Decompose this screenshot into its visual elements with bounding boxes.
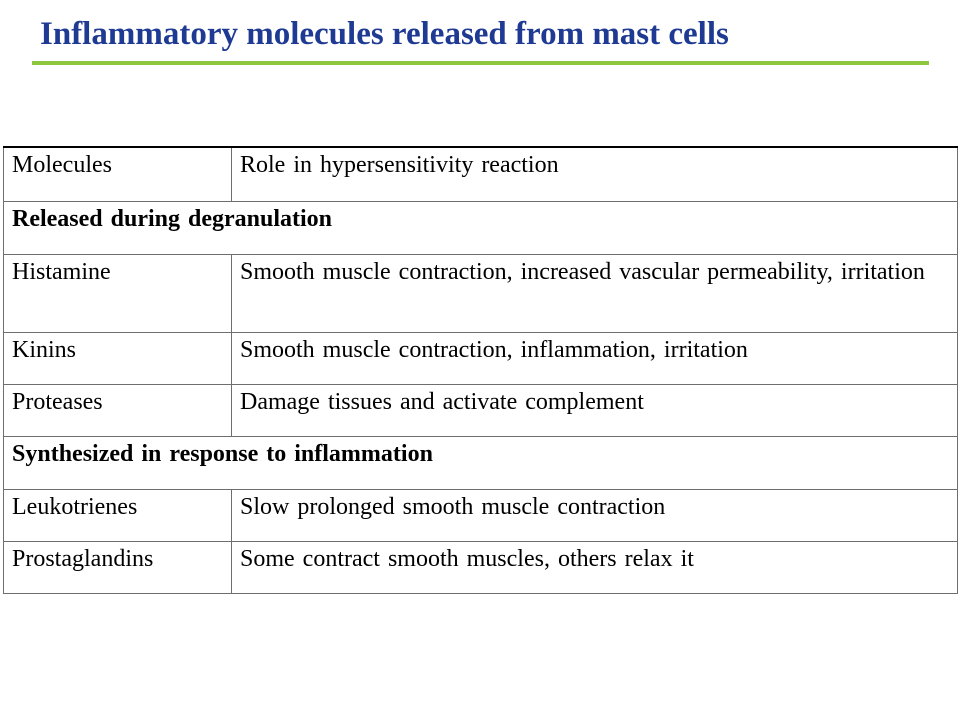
table-row: [4, 384, 958, 436]
molecule-cell: Prostaglandins: [4, 541, 232, 593]
table-row: [4, 254, 958, 332]
role-cell: Smooth muscle contraction, increased vascular permeability, irritation: [232, 254, 958, 332]
role-cell: Slow prolonged smooth muscle contraction: [232, 489, 958, 541]
header-molecules: Molecules: [4, 147, 232, 201]
section-row-degranulation: [4, 201, 958, 254]
table-header-row: [4, 147, 958, 201]
molecule-cell: Proteases: [4, 384, 232, 436]
molecule-cell: Kinins: [4, 332, 232, 384]
table-row: [4, 332, 958, 384]
table-row: [4, 489, 958, 541]
table-row: [4, 541, 958, 593]
header-role: Role in hypersensitivity reaction: [232, 147, 958, 201]
role-cell: Smooth muscle contraction, inflammation, irritation: [232, 332, 958, 384]
mast-cell-molecules-table: [3, 146, 958, 594]
molecule-cell: Leukotrienes: [4, 489, 232, 541]
slide-title: Inflammatory molecules released from mast cells: [40, 16, 729, 52]
section-row-synthesized: [4, 436, 958, 489]
section-label: Released during degranulation: [4, 201, 958, 254]
role-cell: Some contract smooth muscles, others relax it: [232, 541, 958, 593]
section-label: Synthesized in response to inflammation: [4, 436, 958, 489]
title-underline: [32, 61, 929, 65]
role-cell: Damage tissues and activate complement: [232, 384, 958, 436]
molecule-cell: Histamine: [4, 254, 232, 332]
